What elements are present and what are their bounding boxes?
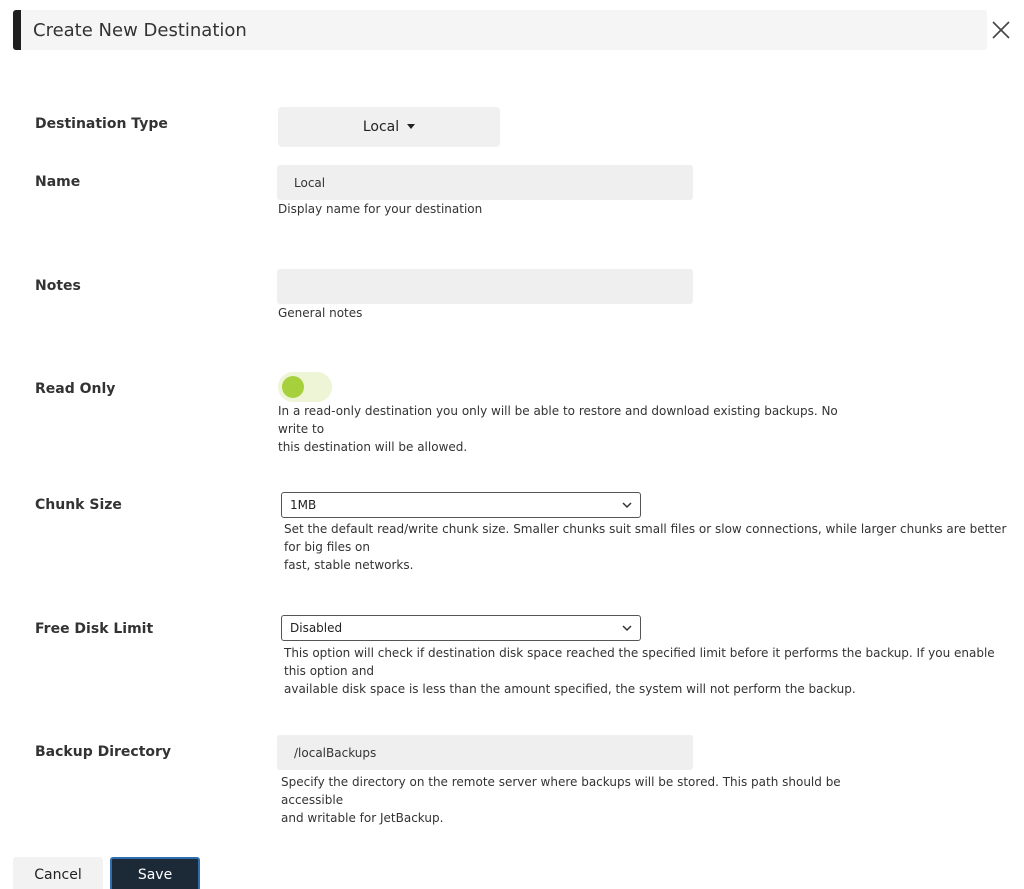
chevron-down-icon <box>622 623 632 633</box>
backup-directory-help-line1: Specify the directory on the remote server where backups will be stored. This path should be accessible <box>281 775 841 807</box>
chunk-size-help-line1: Set the default read/write chunk size. Smaller chunks suit small files or slow connections, while larger chunks are better for big files on <box>284 522 1007 554</box>
free-disk-limit-help <box>284 644 1014 698</box>
destination-type-label: Destination Type <box>35 116 168 132</box>
free-disk-limit-value: Disabled <box>290 621 343 635</box>
backup-directory-help <box>281 773 841 827</box>
name-input[interactable] <box>277 165 693 200</box>
chunk-size-help-line2: fast, stable networks. <box>284 558 414 572</box>
notes-label: Notes <box>35 278 81 294</box>
dialog-header <box>13 10 987 50</box>
destination-type-value: Local <box>362 119 400 135</box>
notes-help: General notes <box>278 306 363 320</box>
save-button[interactable]: Save <box>110 857 200 889</box>
free-disk-limit-help-line1: This option will check if destination disk space reached the specified limit before it performs the backup. If you enable this option and <box>284 646 995 678</box>
caret-down-icon <box>407 124 415 129</box>
name-label: Name <box>35 174 81 190</box>
free-disk-limit-help-line2: available disk space is less than the amount specified, the system will not perform the backup. <box>284 682 856 696</box>
close-icon <box>990 19 1012 41</box>
close-button[interactable] <box>990 19 1012 41</box>
free-disk-limit-label: Free Disk Limit <box>35 621 154 637</box>
read-only-help <box>278 402 838 456</box>
chunk-size-value: 1MB <box>290 498 317 512</box>
free-disk-limit-select[interactable] <box>281 615 641 641</box>
notes-input[interactable] <box>277 269 693 304</box>
chunk-size-label: Chunk Size <box>35 497 122 513</box>
destination-type-dropdown[interactable] <box>278 107 500 147</box>
toggle-knob <box>282 376 304 398</box>
cancel-button[interactable]: Cancel <box>13 857 103 889</box>
dialog-title: Create New Destination <box>33 20 247 41</box>
name-help: Display name for your destination <box>278 202 483 216</box>
read-only-help-line2: this destination will be allowed. <box>278 440 468 454</box>
read-only-toggle[interactable] <box>278 372 332 402</box>
backup-directory-input[interactable] <box>277 735 693 770</box>
backup-directory-help-line2: and writable for JetBackup. <box>281 811 444 825</box>
read-only-label: Read Only <box>35 381 116 397</box>
chevron-down-icon <box>622 500 632 510</box>
chunk-size-help <box>284 520 1014 574</box>
backup-directory-label: Backup Directory <box>35 744 172 760</box>
read-only-help-line1: In a read-only destination you only will be able to restore and download existing backups. No write to <box>278 404 838 436</box>
chunk-size-select[interactable] <box>281 492 641 518</box>
